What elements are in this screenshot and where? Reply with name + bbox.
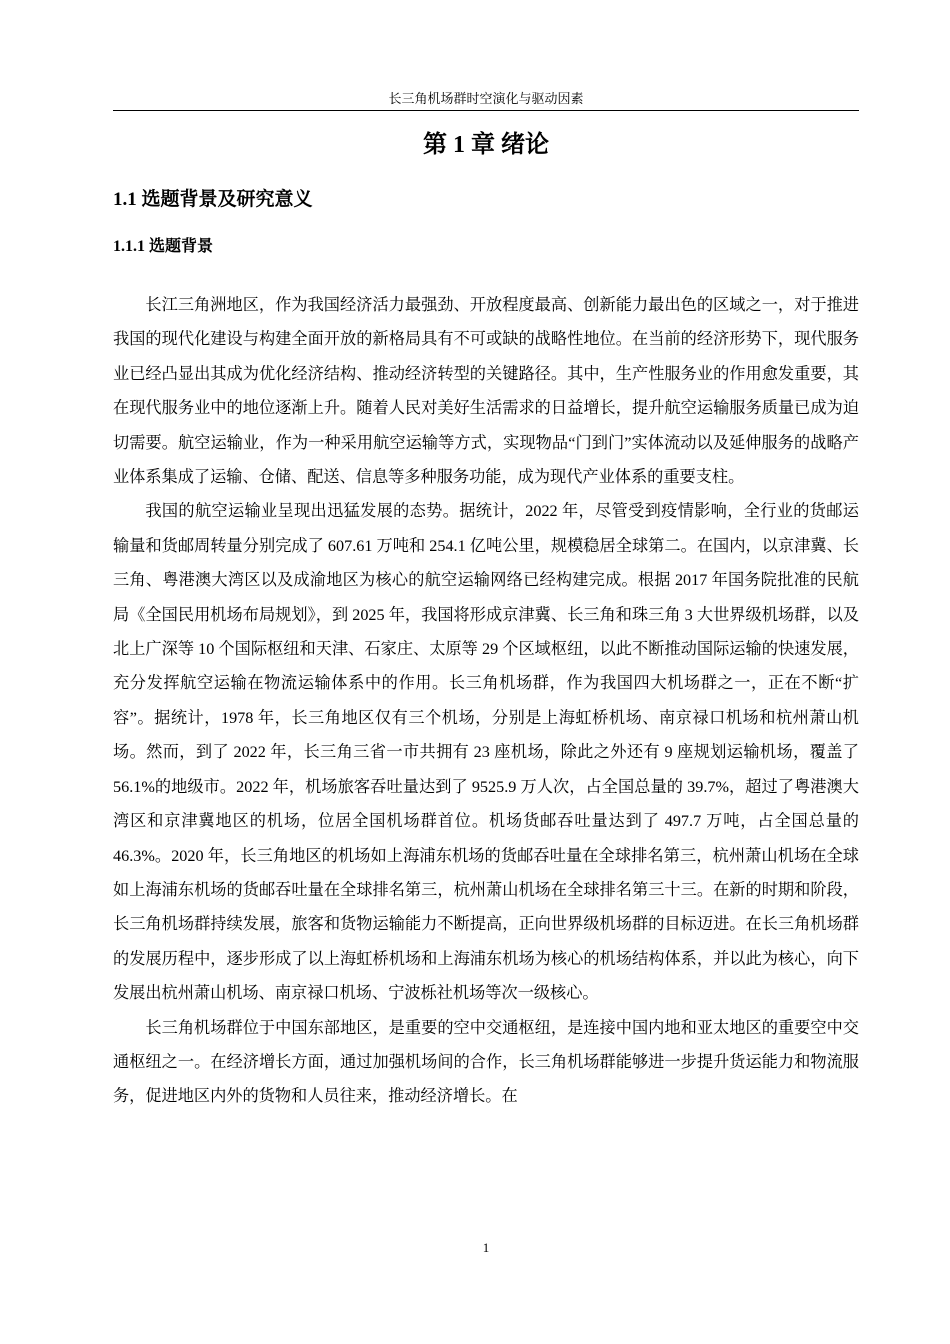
paragraph-2: 我国的航空运输业呈现出迅猛发展的态势。据统计，2022 年，尽管受到疫情影响，全行业的货邮运输量和货邮周转量分别完成了 607.61 万吨和 254.1 亿吨公里，规模稳居全球第二。在国内，以京津冀、长三角、粤港澳大湾区以及成渝地区为核心的航空运输网络已经构建完成。根据 2017 年国务院批准的民航局《全国民用机场布局规划》，到 2025 年，我国将形成京津冀、长三角和珠三角 3 大世界级机场群，以及北上广深等 10 个国际枢纽和天津、石家庄、太原等 29 个区域枢纽，以此不断推动国际运输的快速发展，充分发挥航空运输在物流运输体系中的作用。长三角机场群，作为我国四大机场群之一，正在不断“扩容”。据统计，1978 年，长三角地区仅有三个机场，分别是上海虹桥机场、南京禄口机场和杭州萧山机场。然而，到了 2022 年，长三角三省一市共拥有 23 座机场，除此之外还有 9 座规划运输机场，覆盖了 56.1%的地级市。2022 年，机场旅客吞吐量达到了 9525.9 万人次，占全国总量的 39.7%，超过了粤港澳大湾区和京津冀地区的机场，位居全国机场群首位。机场货邮吞吐量达到了 497.7 万吨，占全国总量的 46.3%。2020 年，长三角地区的机场如上海浦东机场的货邮吞吐量在全球排名第三，杭州萧山机场在全球如上海浦东机场的货邮吞吐量在全球排名第三，杭州萧山机场在全球排名第三十三。在新的时期和阶段，长三角机场群持续发展，旅客和货物运输能力不断提高，正向世界级机场群的目标迈进。在长三角机场群的发展历程中，逐步形成了以上海虹桥机场和上海浦东机场为核心的机场结构体系，并以此为核心，向下发展出杭州萧山机场、南京禄口机场、宁波栎社机场等次一级核心。 — [113, 502, 859, 1003]
page-number: 1 — [482, 1240, 490, 1255]
chapter-title: 第 1 章 绪论 — [423, 132, 549, 158]
subsection-heading: 1.1.1 选题背景 — [113, 238, 214, 255]
paragraph-3: 长三角机场群位于中国东部地区，是重要的空中交通枢纽，是连接中国内地和亚太地区的重要空中交通枢纽之一。在经济增长方面，通过加强机场间的合作，长三角机场群能够进一步提升货运能力和物流服务，促进地区内外的货物和人员往来，推动经济增长。在 — [113, 1018, 859, 1106]
running-header: 长三角机场群时空演化与驱动因素 — [388, 91, 584, 106]
header-rule — [113, 110, 859, 111]
body-text — [113, 288, 859, 1114]
section-heading: 1.1 选题背景及研究意义 — [113, 189, 313, 210]
paragraph-1: 长江三角洲地区，作为我国经济活力最强劲、开放程度最高、创新能力最出色的区域之一，对于推进我国的现代化建设与构建全面开放的新格局具有不可或缺的战略性地位。在当前的经济形势下，现代服务业已经凸显出其成为优化经济结构、推动经济转型的关键路径。其中，生产性服务业的作用愈发重要，其在现代服务业中的地位逐渐上升。随着人民对美好生活需求的日益增长，提升航空运输服务质量已成为迫切需要。航空运输业，作为一种采用航空运输等方式，实现物品“门到门”实体流动以及延伸服务的战略产业体系集成了运输、仓储、配送、信息等多种服务功能，成为现代产业体系的重要支柱。 — [113, 296, 859, 487]
